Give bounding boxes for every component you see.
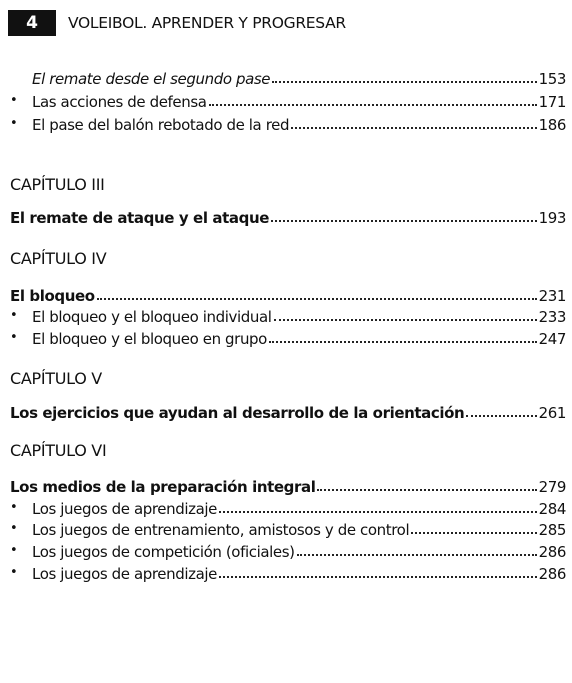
toc-entry-text: Los juegos de entrenamiento, amistosos y de control [32,521,410,539]
book-title: VOLEIBOL. APRENDER Y PROGRESAR [68,14,346,32]
bullet-icon: • [10,565,18,580]
toc-entry-text: Las acciones de defensa [32,93,207,111]
toc-entry-page: 233 [538,308,566,326]
toc-entry [10,87,566,111]
chapter-title-entry [10,472,566,496]
leader-dots [297,550,537,556]
toc-entry [10,537,566,561]
chapter-title-entry [10,203,566,227]
leader-dots [466,411,536,417]
chapter-label: CAPÍTULO IV [10,249,107,268]
bullet-icon: • [10,521,18,536]
leader-dots [271,216,537,222]
chapter-label: CAPÍTULO VI [10,441,107,460]
toc-entry [10,559,566,583]
bullet-icon: • [10,500,18,515]
chapter-title-entry [10,398,566,422]
toc-entry-page: 286 [538,543,566,561]
toc-entry-page: 153 [538,70,566,88]
toc-entry-text: El remate desde el segundo pase [32,70,271,88]
leader-dots [274,315,537,321]
bullet-icon: • [10,543,18,558]
leader-dots [219,572,537,578]
page-number-box: 4 [8,10,56,36]
toc-entry-text: Los juegos de competición (oficiales) [32,543,295,561]
toc-entry [10,64,566,88]
bullet-icon: • [10,308,18,323]
chapter-title-text: El remate de ataque y el ataque [10,209,269,227]
toc-entry-page: 171 [538,93,566,111]
leader-dots [272,77,536,83]
toc-entry-text: El bloqueo y el bloqueo en grupo [32,330,267,348]
chapter-title-page: 261 [538,404,566,422]
toc-entry-text: Los juegos de aprendizaje [32,565,217,583]
toc-entry-text: El bloqueo y el bloqueo individual [32,308,272,326]
bullet-icon: • [10,330,18,345]
toc-entry-page: 285 [538,521,566,539]
toc-entry [10,324,566,348]
toc-entry-text: Los juegos de aprendizaje [32,500,217,518]
leader-dots [269,337,537,343]
chapter-title-page: 231 [538,287,566,305]
chapter-title-text: Los medios de la preparación integral [10,478,316,496]
toc-entry [10,515,566,539]
leader-dots [219,507,537,513]
leader-dots [291,123,536,129]
page-header [8,10,346,36]
toc-entry [10,110,566,134]
toc-entry-page: 286 [538,565,566,583]
leader-dots [209,100,537,106]
leader-dots [411,528,536,534]
toc-entry [10,302,566,326]
chapter-title-page: 279 [538,478,566,496]
leader-dots [97,294,537,300]
chapter-label: CAPÍTULO III [10,175,105,194]
bullet-icon: • [10,116,18,131]
toc-entry-page: 284 [538,500,566,518]
toc-entry-text: El pase del balón rebotado de la red [32,116,290,134]
chapter-title-text: Los ejercicios que ayudan al desarrollo de la orientación [10,404,465,422]
chapter-label: CAPÍTULO V [10,369,102,388]
toc-entry-page: 247 [538,330,566,348]
toc-entry-page: 186 [538,116,566,134]
chapter-title-text: El bloqueo [10,287,95,305]
chapter-title-page: 193 [538,209,566,227]
leader-dots [317,485,536,491]
bullet-icon: • [10,93,18,108]
